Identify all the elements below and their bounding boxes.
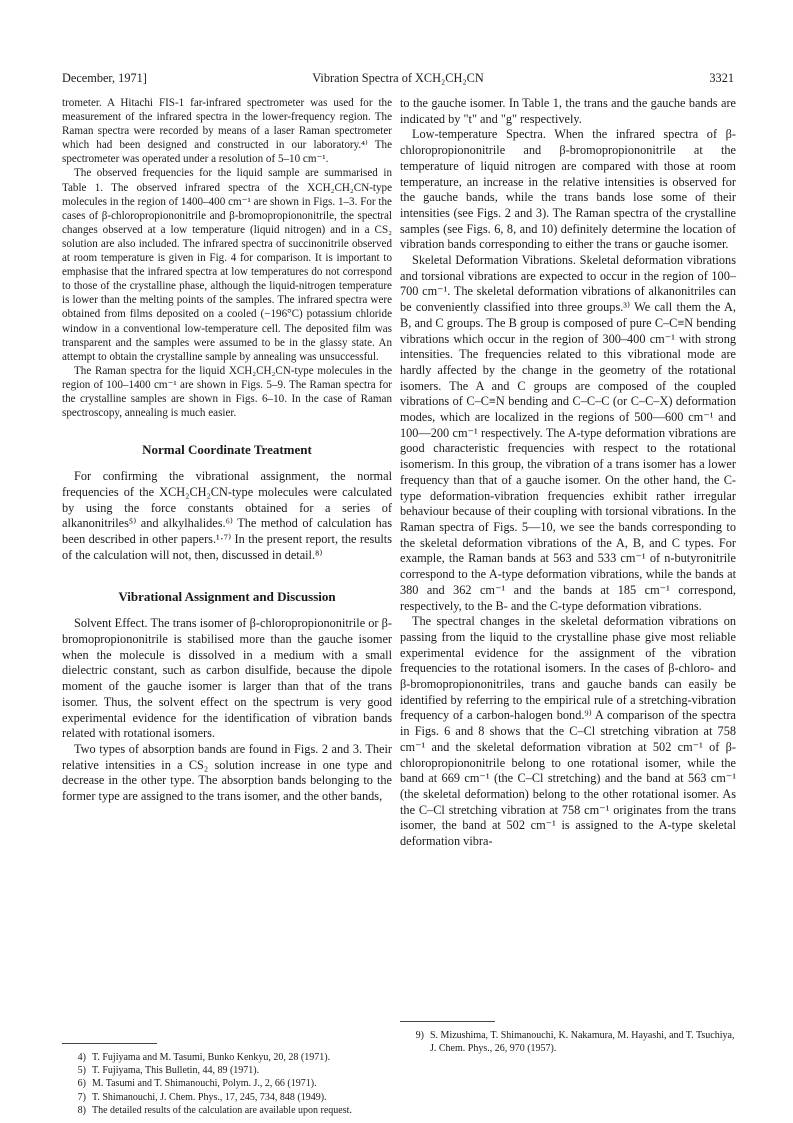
paragraph-skeletal-deformation: Skeletal Deformation Vibrations. Skeletal deformation vibrations and torsional vibrations are expected to occur in the region of 100–700 cm⁻¹. The skeletal deformation vibrations of alkanonitriles can be conveniently classified into three groups.³⁾ We call them the A, B, and C groups. The B group is composed of pure C–C≡N bending vibrations which occur in the region of 300–400 cm⁻¹ with strong intensities. The frequencies related to this vibrational mode are hardly affected by the change in the geometry of the rotational isomers. The A and C groups are composed of the coupled vibrations of C–C≡N bending and C–C–C (or C–C–X) deformation modes, which are localized in the regions of 500—600 cm⁻¹ and 100—200 cm⁻¹ respectively. The A-type deformation vibrations are good characteristic frequencies with respect to the rotational isomerism. In this group, the vibration of a trans isomer has a lower frequency than that of a gauche isomer. On the other hand, the C-type deformation-vibration frequencies exhibit rather irregular behaviour because of their coupling with torsional vibrations. In the Raman spectra of Figs. 5—10, we see the bands corresponding to the skeletal deformation vibrations of the A, B, and C types. For example, the Raman bands at 563 and 533 cm⁻¹ of n-butyronitrile correspond to the A-type deformation vibrations, while the bands at 380 and 362 cm⁻¹ and the bands at 185 cm⁻¹ correspond, respectively, to the B- and the C-type deformation vibrations. xyxy=(400,253,736,613)
paragraph-normal-coordinate: For confirming the vibrational assignment, the normal frequencies of the XCH₂CH₂CN-type molecules were calculated by using the force constants obtained for a series of alkanonitriles⁵⁾ and alkylhalides.⁶⁾ The method of calculation has been described in other papers.¹·⁷⁾ In the present report, the results of the calculation will not, then, discussed in detail.⁸⁾ xyxy=(62,469,392,562)
paragraph-absorption-bands: Two types of absorption bands are found in Figs. 2 and 3. Their relative intensities in a CS₂ solution increase in one type and decrease in the other type. The absorption bands belonging to the former type are assigned to the trans isomer, and the other bands, xyxy=(62,742,392,804)
footnote-number: 8) xyxy=(77,1104,86,1116)
footnote-number: 4) xyxy=(77,1052,86,1063)
footnote-text: S. Mizushima, T. Shimanouchi, K. Nakamura, M. Hayashi, and T. Tsuchiya, J. Chem. Phys., 26, 970 (1957). xyxy=(430,1030,735,1055)
footnote-number: 7) xyxy=(77,1091,86,1103)
footnote-number: 6) xyxy=(77,1078,86,1090)
paragraph-gauche-continued: to the gauche isomer. In Table 1, the trans and the gauche bands are indicated by "t" and "g" respectively. xyxy=(400,96,736,126)
footnote-number: 5) xyxy=(77,1065,86,1077)
page-number: 3321 xyxy=(709,71,734,85)
footnote-rule xyxy=(400,1021,495,1022)
header-date: December, 1971] xyxy=(62,71,147,85)
footnote-rule xyxy=(62,1043,157,1044)
header-title: Vibration Spectra of XCH₂CH₂CN xyxy=(312,71,484,85)
footnote-text: T. Shimanouchi, J. Chem. Phys., 17, 245, 734, 848 (1949). xyxy=(92,1091,327,1103)
paragraph-spectral-changes: The spectral changes in the skeletal deformation vibrations on passing from the liquid to the crystalline phase give most reliable experimental evidence for the assignment of the vibration frequencies to the rotational isomers. In the cases of β-chloro- and β-bromopropiononitriles, trans and gauche bands can easily be identified by referring to the empirical rule of a stretching-vibration frequency of a carbon-halogen bond.⁹⁾ A comparison of the spectra in Figs. 6 and 8 shows that the C–Cl stretching vibration at 758 cm⁻¹ and the skeletal deformation vibration at 502 cm⁻¹ of β-chloropropiononitrile belong to one rotational isomer, while the band at 669 cm⁻¹ (the C–Cl stretching) and the band at 563 cm⁻¹ (the skeletal deformation) belong to the other rotational isomer. As the C–Cl stretching vibration at 758 cm⁻¹ originates from the trans isomer, the band at 502 cm⁻¹ is assigned to the A-type skeletal deformation vibra- xyxy=(400,614,736,849)
section-heading-vibrational-assignment: Vibrational Assignment and Discussion xyxy=(118,589,336,605)
running-header xyxy=(62,71,734,87)
left-footnotes xyxy=(62,1035,392,1117)
footnote xyxy=(400,1029,736,1055)
footnote-text: The detailed results of the calculation are available upon request. xyxy=(92,1104,352,1116)
paragraph-raman-spectra: The Raman spectra for the liquid XCH₂CH₂CN-type molecules in the region of 100–1400 cm⁻¹ are shown in Figs. 5–9. The Raman spectra for the crystalline samples are shown in Figs. 6–10. In the case of Raman spectroscopy, annealing is much easier. xyxy=(62,364,392,420)
paragraph-solvent-effect: Solvent Effect. The trans isomer of β-chloropropiononitrile or β-bromopropiononitrile is stabilised more than the gauche isomer when the molecule is dissolved in a medium with a small dielectric constant, such as carbon disulfide, because the dipole moment of the gauche isomer is larger than that of the trans isomer. Thus, the solvent effect on the spectrum is very good experimental evidence for the identification of vibration bands related with rotational isomers. xyxy=(62,616,392,741)
paragraph-spectrometer: trometer. A Hitachi FIS-1 far-infrared spectrometer was used for the measurement of the infrared spectra in the lower-frequency region. The Raman spectra were recorded by means of a laser Raman spectrometer which had been designed and constructed in our laboratory.⁴⁾ The spectrometer was operated under a resolution of 5–10 cm⁻¹. xyxy=(62,97,392,166)
footnote xyxy=(62,1077,392,1090)
footnote xyxy=(62,1051,392,1064)
footnote-text: M. Tasumi and T. Shimanouchi, Polym. J., 2, 66 (1971). xyxy=(92,1078,317,1090)
footnote xyxy=(62,1064,392,1077)
footnote-text: T. Fujiyama and M. Tasumi, Bunko Kenkyu, 20, 28 (1971). xyxy=(92,1052,331,1063)
footnote xyxy=(62,1091,392,1104)
paragraph-observed-frequencies: The observed frequencies for the liquid sample are summarised in Table 1. The observed infrared spectra of the XCH₂CH₂CN-type molecules in the region of 1400–400 cm⁻¹ are shown in Figs. 1–3. For the cases of β-chloropropiononitrile and β-bromopropiononitrile, the spectral changes observed at a low temperature (liquid nitrogen) and in a CS₂ solution are also included. The infrared spectra of succinonitrile observed at room temperature is given in Fig. 4 for comparison. It is important to emphasise that the infrared spectra at low temperatures do not correspond to those of the crystalline phase, although the liquid-nitrogen temperature is lower than the melting points of the samples. The infrared spectra were obtained from films deposited on a cooled (−196°C) potassium chloride window in a conventional low-temperature cell. The deposited film was transparent and the samples were assumed to be in the glassy state. An attempt to obtain the crystalline sample by annealing was unsuccessful. xyxy=(62,167,392,363)
right-column xyxy=(400,96,736,850)
paragraph-low-temperature: Low-temperature Spectra. When the infrared spectra of β-chloropropiononitrile and β-bromopropiononitrile at the temperature of liquid nitrogen are compared with those at room temperature, an increase in the relative intensities is observed for the gauche bands, while the trans bands lose some of their intensities (see Figs. 2 and 3). The Raman spectra of the crystalline samples (see Figs. 6, 8, and 10) definitely determine the location of vibration bands corresponding to either the trans or gauche isomer. xyxy=(400,127,736,252)
footnote-text: T. Fujiyama, This Bulletin, 44, 89 (1971). xyxy=(92,1065,260,1077)
right-footnotes xyxy=(400,1013,736,1055)
section-heading-normal-coordinate: Normal Coordinate Treatment xyxy=(142,442,312,458)
footnote-number: 9) xyxy=(415,1030,424,1041)
left-column xyxy=(62,96,392,805)
footnote xyxy=(62,1104,392,1117)
